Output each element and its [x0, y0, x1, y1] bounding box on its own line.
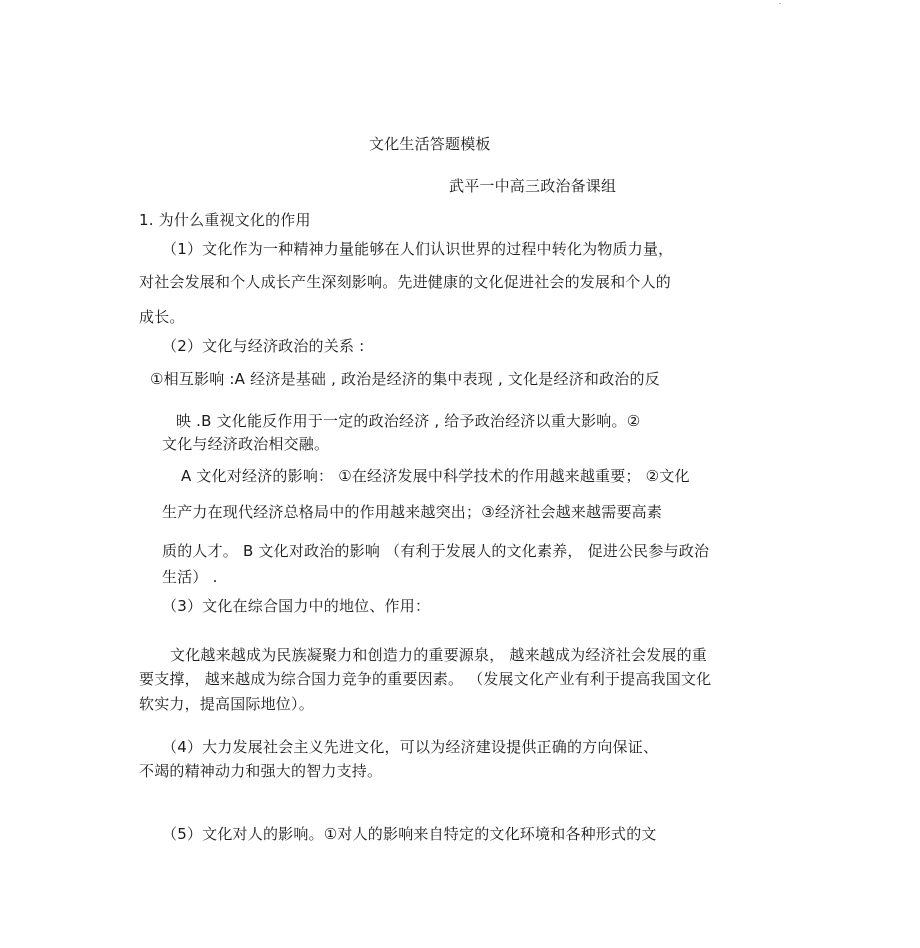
paragraph-line: 文化越来越成为民族凝聚力和创造力的重要源泉， 越来越成为经济社会发展的重 — [170, 646, 707, 664]
subheading-3: （3）文化在综合国力中的地位、作用： — [162, 597, 431, 615]
subheading-5: （5）文化对人的影响。①对人的影响来自特定的文化环境和各种形式的文 — [162, 825, 657, 843]
paragraph-line: （1）文化作为一种精神力量能够在人们认识世界的过程中转化为物质力量， — [162, 240, 674, 258]
paragraph-line: 软实力，提高国际地位）。 — [139, 695, 314, 713]
paragraph-line: 不竭的精神动力和强大的智力支持。 — [139, 762, 383, 780]
paragraph-line: 映 .B 文化能反作用于一定的政治经济 , 给予政治经济以重大影响。② — [176, 412, 641, 430]
subheading-2: （2）文化与经济政治的关系 : — [162, 337, 365, 355]
paragraph-line: 生活） . — [162, 568, 218, 586]
paragraph-line: 生产力在现代经济总格局中的作用越来越突出；③经济社会越来越需要高素 — [162, 503, 663, 521]
paragraph-line: 对社会发展和个人成长产生深刻影响。先进健康的文化促进社会的发展和个人的 — [139, 273, 672, 291]
document-title: 文化生活答题模板 — [369, 135, 491, 153]
section-heading-1: 1. 为什么重视文化的作用 — [139, 211, 311, 229]
paragraph-line: ①相互影响 :A 经济是基础 , 政治是经济的集中表现 , 文化是经济和政治的反 — [150, 370, 660, 388]
paragraph-line: 质的人才。 B 文化对政治的影响 （有利于发展人的文化素养， 促进公民参与政治 — [162, 542, 710, 560]
document-subtitle: 武平一中高三政治备课组 — [449, 177, 617, 195]
subheading-4: （4）大力发展社会主义先进文化，可以为经济建设提供正确的方向保证、 — [162, 738, 659, 756]
scan-speck — [779, 3, 781, 4]
paragraph-line: 文化与经济政治相交融。 — [162, 435, 330, 453]
paragraph-line: 成长。 — [139, 308, 185, 326]
paragraph-line: A 文化对经济的影响： ①在经济发展中科学技术的作用越来越重要； ②文化 — [181, 467, 690, 485]
paragraph-line: 要支撑， 越来越成为综合国力竞争的重要因素。 （发展文化产业有利于提高我国文化 — [139, 670, 712, 688]
